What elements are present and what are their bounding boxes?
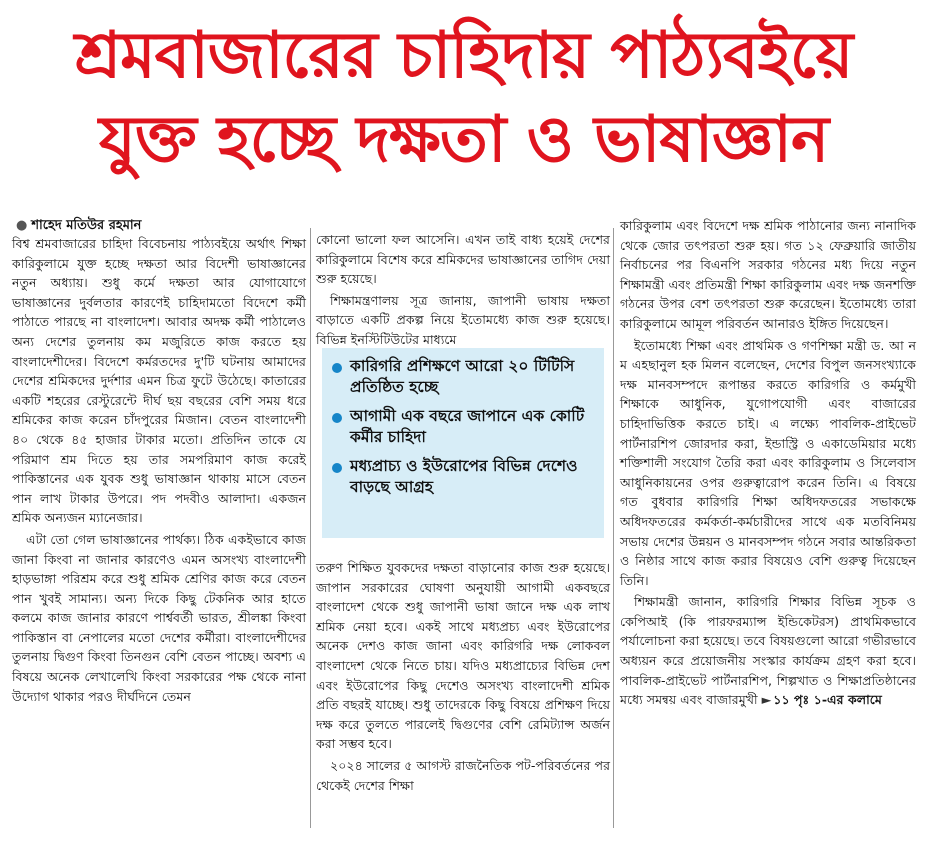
headline-line-1: শ্রমবাজারের চাহিদায় পাঠ্যবইয়ে <box>74 19 853 93</box>
continuation-note <box>762 692 882 707</box>
column-1 <box>12 234 306 708</box>
paragraph: এটা তো গেল ভাষাজ্ঞানের পার্থক্য। ঠিক একইভাবে কাজ জানা কিংবা না জানার কারণেও এমন অসংখ্য বাংলাদেশী হাড়ভাঙ্গা পরিশ্রম করে শুধু শ্রমিক শ্রেণির কাজ করে বেতন পান খুবই সামান্য। অন্য দিকে কিছু টেকনিক আর হাতে কলমে কাজ জানার কারণে পার্শ্ববর্তী ভারত, শ্রীলঙ্কা কিংবা পাকিস্তান বা নেপালের মতো দেশের কর্মীরা। বাংলাদেশীদের তুলনায় দ্বিগুণ কিংবা তিনগুন বেশি বেতন পাচ্ছে। অবশ্য এ বিষয়ে অনেক লেখালেখি কিংবা সরকারের পক্ষ থেকে নানা উদ্যোগ থাকার পরও দীর্ঘদিনে তেমন <box>12 531 306 704</box>
paragraph: তরুণ শিক্ষিত যুবকদের দক্ষতা বাড়ানোর কাজ শুরু হয়েছে। জাপান সরকারের ঘোষণা অনুযায়ী আগামী একবছরে বাংলাদেশ থেকে শুধু জাপানী ভাষা জানে দক্ষ এক লাখ শ্রমিক নেয়া হবে। একই সাথে মধ্যপ্রচ্য এবং ইউরোপের অনেক দেশও কাজ জানা এবং কারিগরি দক্ষ লোকবল বাংলাদেশ থেকে নিতে চায়। যদিও মধ্যপ্রাচ্যের বিভিন্ন দেশ এবং ইউরোপের কিছু দেশেও অসংখ্য বাংলাদেশী শ্রমিক প্রতি বছরই যাচ্ছে। শুধু তাদেরকে কিছু বিষয়ে প্রশিক্ষণ দিয়ে দক্ষ করে তুলতে পারলেই দ্বিগুণের বেশি রেমিট্যান্স অর্জন করা সম্ভব হবে। <box>316 560 610 752</box>
paragraph: কারিকুলাম এবং বিদেশে দক্ষ শ্রমিক পাঠানোর জন্য নানাদিক থেকে জোর তৎপরতা শুরু হয়। গত ১২ ফেব্রুয়ারি জাতীয় নির্বাচনের পর বিএনপি সরকার গঠনের মধ্য দিয়ে নতুন শিক্ষামন্ত্রী এবং প্রতিমন্ত্রী শিক্ষা কারিকুলাম এবং দক্ষ জনশক্তি গঠনের উপর বেশ তৎপরতা শুরু করেছেন। ইতোমধ্যে তারা কারিকুলামে আমূল পরিবর্তন আনারও ইঙ্গিত দিয়েছেন। <box>620 218 916 331</box>
column-divider <box>310 228 311 828</box>
column-2-top <box>316 230 610 352</box>
paragraph: শিক্ষামন্ত্রণালয় সূত্র জানায়, জাপানী ভাষায় দক্ষতা বাড়াতে একটি প্রকল্প নিয়ে ইতোমধ্যে কাজ শুরু হয়েছে। বিভিন্ন ইনস্টিটিউটের মাধ্যমে <box>316 292 610 347</box>
paragraph: ২০২৪ সালের ৫ আগস্ট রাজনৈতিক পট-পরিবর্তনের পর থেকেই দেশের শিক্ষা <box>316 757 610 793</box>
bullet-icon: ● <box>16 218 28 233</box>
paragraph: কোনো ভালো ফল আসেনি। এখন তাই বাধ্য হয়েই দেশের কারিকুলামে বিশেষ করে শ্রমিকদের ভাষাজ্ঞানের তাগিদ দেয়া শুরু হয়েছে। <box>316 232 610 287</box>
column-divider <box>613 228 614 828</box>
paragraph: বিশ্ব শ্রমবাজারের চাহিদা বিবেচনায় পাঠ্যবইয়ে অর্থাৎ শিক্ষা কারিকুলামে যুক্ত হচ্ছে দক্ষতা আর বিদেশী ভাষাজ্ঞানের নতুন অধ্যায়। শুধু কর্মে দক্ষতা আর যোগাযোগে ভাষাজ্ঞানের দুর্বলতার কারণেই চাহিদামতো বিদেশে কর্মী পাঠাতে পারছে না বাংলাদেশ। আবার অদক্ষ কর্মী পাঠালেও অন্য দেশের তুলনায় কম মজুরিতে কাজ করতে হয় বাংলাদেশীদের। বিদেশে কর্মরতদের দু'টি ঘটনায় আমাদের দেশের শ্রমিকদের দুর্দশার এমন চিত্র ফুটে উঠেছে। কাতারের একটি শহরের রেস্টুরেন্টে দীর্ঘ ছয় বছরের বেশি সময় ধরে শ্রমিকের কাজ করেন চাঁদপুরের মিজান। বেতন বাংলাদেশী ৪০ থেকে ৪৫ হাজার টাকার মতো। প্রতিদিন তাকে যে পরিমাণ শ্রম দিতে হয় তার সমপরিমাণ কাজ করেই পাকিস্তানের এক যুবক শুধু ভাষাজ্ঞান থাকায় মাসে বেতন পান লাখ টাকার উপরে। পদ পদবীও আলাদা। একজন শ্রমিক অন্যজন ম্যানেজার। <box>12 236 306 526</box>
headline <box>0 14 927 182</box>
highlight-item <box>332 406 596 448</box>
continuation-text: ১১ পৃঃ ১-এর কলামে <box>773 692 882 708</box>
highlight-box <box>322 348 604 538</box>
bullet-icon <box>332 463 342 473</box>
author-name: শাহেদ মতিউর রহমান <box>31 218 142 233</box>
paragraph-text: শিক্ষামন্ত্রী জানান, কারিগরি শিক্ষার বিভিন্ন সূচক ও কেপিআই (কি পারফরম্যান্স ইন্ডিকেটরস) প্রাথমিকভাবে পর্যালোচনা করা হয়েছে। তবে বিষয়গুলো আরো গভীরভাবে অধ্যয়ন করে প্রয়োজনীয় সংস্কার কার্যক্রম গ্রহণ করা হবে। পাবলিক-প্রাইভেট পার্টনারশিপ, শিল্পখাত ও শিক্ষাপ্রতিষ্ঠানের মধ্যে সমন্বয় এবং বাজারমুখী <box>620 594 916 708</box>
highlight-item <box>332 456 596 498</box>
bullet-icon <box>332 363 342 373</box>
highlight-text: আগামী এক বছরে জাপানে এক কোটি কর্মীর চাহিদা <box>350 407 585 446</box>
column-2-bottom <box>316 558 610 797</box>
highlight-text: মধ্যপ্রাচ্য ও ইউরোপের বিভিন্ন দেশেও বাড়ছে আগ্রহ <box>350 457 578 496</box>
paragraph <box>620 592 916 710</box>
highlight-text: কারিগরি প্রশিক্ষণে আরো ২০ টিটিসি প্রতিষ্ঠিত হচ্ছে <box>350 357 575 396</box>
bullet-icon <box>332 413 342 423</box>
triangle-icon: ► <box>761 692 772 708</box>
highlight-item <box>332 356 596 398</box>
column-3 <box>620 216 916 712</box>
headline-line-2: যুক্ত হচ্ছে দক্ষতা ও ভাষাজ্ঞান <box>98 103 829 177</box>
paragraph: ইতোমধ্যে শিক্ষা এবং প্রাথমিক ও গণশিক্ষা মন্ত্রী ড. আ ন ম এহছানুল হক মিলন বলেছেন, দেশের বিপুল জনসংখ্যাকে দক্ষ মানবসম্পদে রূপান্তর করতে কারিগরি ও কর্মমুখী শিক্ষাকে আধুনিক, যুগোপযোগী এবং বাজারের চাহিদাভিত্তিক করতে চাই। এ লক্ষ্যে পাবলিক-প্রাইভেট পার্টনারশিপ জোরদার করা, ইন্ডাস্ট্রি ও একাডেমিয়ার মধ্যে শক্তিশালী সংযোগ তৈরি করা এবং কারিকুলাম ও সিলেবাস আধুনিকায়নের ওপর গুরুত্বারোপ করেন তিনি। এ বিষয়ে গত বুধবার কারিগরি শিক্ষা অধিদফতরের সভাকক্ষে অধিদফতরের কর্মকর্তা-কর্মচারীদের সাথে এক মতবিনিময় সভায় দেশের উন্নয়ন ও মানবসম্পদ গঠনে সবার আন্তরিকতা ও নিষ্ঠার সাথে কাজ করার বিষয়েও বেশি গুরুত্ব দিয়েছেন তিনি। <box>620 337 916 588</box>
